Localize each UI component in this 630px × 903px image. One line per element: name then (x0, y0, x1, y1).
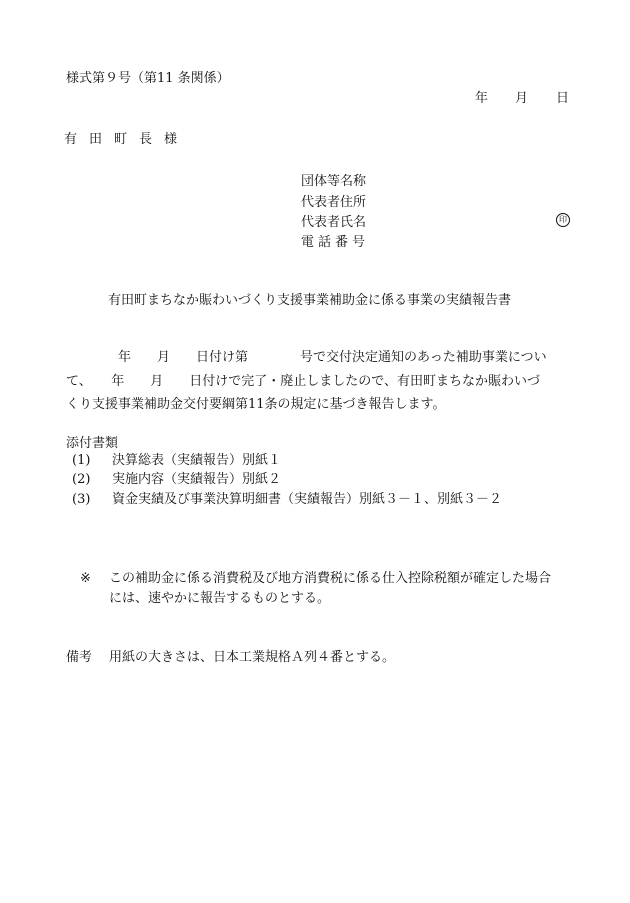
date-year-label: 年 (475, 91, 489, 106)
applicant-phone-label: 電話番号 (301, 235, 370, 250)
addressee: 有田町長様 (64, 132, 190, 147)
note-line-1: この補助金に係る消費税及び地方消費税に係る仕入控除税額が確定した場合 (109, 571, 552, 586)
note-mark: ※ (80, 571, 91, 586)
attachment-item: 決算総表（実績報告）別紙１ (112, 453, 282, 468)
date-day-label: 日 (556, 91, 570, 106)
remarks-text: 用紙の大きさは、日本工業規格Ａ列４番とする。 (109, 650, 396, 665)
attachment-number: (2) (72, 472, 91, 487)
attachment-item: 資金実績及び事業決算明細書（実績報告）別紙３－１、別紙３－２ (112, 492, 503, 507)
applicant-org-label: 団体等名称 (301, 174, 367, 189)
attachment-number: (1) (72, 453, 91, 468)
attachments-heading: 添付書類 (66, 436, 119, 451)
body-line-1: 年 月 日付け第 号で交付決定通知のあった補助事業につい (66, 350, 547, 365)
body-line-3: くり支援事業補助金交付要綱第11条の規定に基づき報告します。 (66, 397, 446, 412)
note-line-2: には、速やかに報告するものとする。 (109, 591, 331, 606)
document-title: 有田町まちなか賑わいづくり支援事業補助金に係る事業の実績報告書 (108, 293, 512, 308)
applicant-address-label: 代表者住所 (301, 195, 367, 210)
remarks-label: 備考 (66, 650, 93, 665)
form-number: 様式第９号（第11 条関係） (66, 71, 230, 86)
applicant-name-label: 代表者氏名 (301, 215, 367, 230)
date-month-label: 月 (515, 91, 529, 106)
body-line-2: て、 年 月 日付けで完了・廃止しましたので、有田町まちなか賑わいづ (66, 374, 540, 389)
attachment-item: 実施内容（実績報告）別紙２ (112, 472, 282, 487)
attachment-number: (3) (72, 492, 91, 507)
seal-icon: 印 (556, 213, 570, 227)
